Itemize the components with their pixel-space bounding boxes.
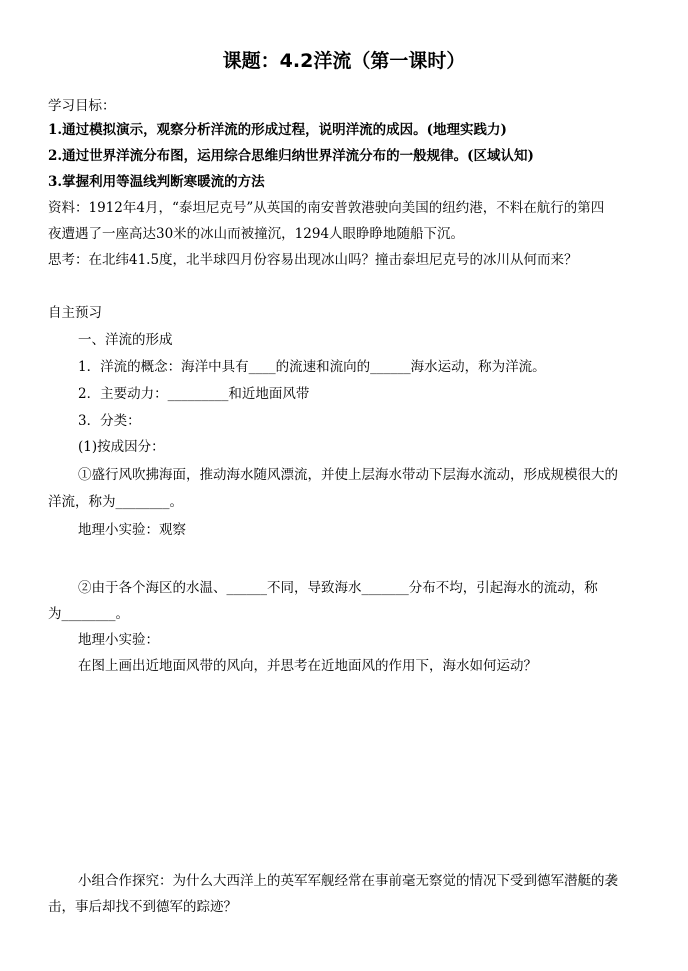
paragraph-2-line-2: 为________。 <box>48 606 129 622</box>
item-3-classification: 3．分类： <box>78 413 141 429</box>
paragraph-2-line-1: ②由于各个海区的水温、______不同，导致海水_______分布不均，引起海水的流动，称 <box>78 580 598 596</box>
objective-3: 3.掌握利用等温线判断寒暖流的方法 <box>48 174 265 190</box>
objectives-heading: 学习目标： <box>48 98 116 114</box>
group-inquiry-line-1: 小组合作探究：为什么大西洋上的英军军舰经常在事前毫无察觉的情况下受到德军潜艇的袭 <box>78 873 618 889</box>
item-1-concept: 1．洋流的概念：海洋中具有____的流速和流向的______海水运动，称为洋流。 <box>78 359 546 375</box>
thinking-question: 思考：在北纬41.5度，北半球四月份容易出现冰山吗？撞击泰坦尼克号的冰川从何而来？ <box>48 252 578 268</box>
paragraph-1-line-2: 洋流，称为________。 <box>48 494 183 510</box>
paragraph-1-line-1: ①盛行风吹拂海面，推动海水随风漂流，并使上层海水带动下层海水流动，形成规模很大的 <box>78 467 618 483</box>
item-2-driving-force: 2．主要动力：_________和近地面风带 <box>78 386 310 402</box>
group-inquiry-line-2: 击，事后却找不到德军的踪迹？ <box>48 899 237 915</box>
experiment-1-label: 地理小实验：观察 <box>78 522 186 538</box>
objective-1: 1.通过模拟演示，观察分析洋流的形成过程，说明洋流的成因。(地理实践力) <box>48 122 507 138</box>
objective-2: 2.通过世界洋流分布图，运用综合思维归纳世界洋流分布的一般规律。(区域认知) <box>48 148 534 164</box>
sub-item-by-cause: (1)按成因分： <box>78 439 165 455</box>
experiment-2-task: 在图上画出近地面风带的风向，并思考在近地面风的作用下，海水如何运动？ <box>78 658 537 674</box>
material-line-2: 夜遭遇了一座高达30米的冰山而被撞沉，1294人眼睁睁地随船下沉。 <box>48 226 465 242</box>
material-line-1: 资料：1912年4月，“泰坦尼克号”从英国的南安普敦港驶向美国的纽约港，不料在航行的第四 <box>48 200 605 216</box>
page-title: 课题：4.2洋流（第一课时） <box>222 50 466 72</box>
section-1-heading: 一、洋流的形成 <box>78 332 173 348</box>
experiment-2-label: 地理小实验： <box>78 632 159 648</box>
preview-heading: 自主预习 <box>48 305 102 321</box>
